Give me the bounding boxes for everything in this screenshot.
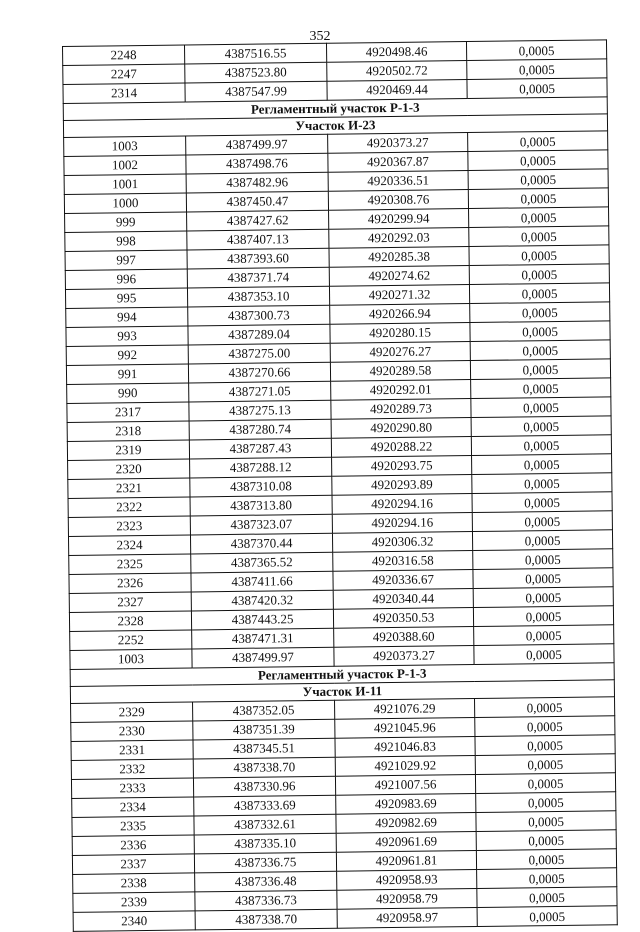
point-number-cell: 2318 [67, 421, 189, 441]
x-coordinate-cell: 4387271.05 [189, 381, 331, 402]
x-coordinate-cell: 4387353.10 [187, 286, 329, 307]
x-coordinate-cell: 4387371.74 [187, 267, 329, 288]
y-coordinate-cell: 4920285.38 [329, 247, 469, 268]
point-number-cell: 1000 [64, 193, 186, 213]
x-coordinate-cell: 4387345.51 [193, 738, 335, 759]
point-number-cell: 2337 [72, 854, 194, 874]
accuracy-cell: 0,0005 [470, 340, 610, 361]
y-coordinate-cell: 4920958.97 [337, 907, 477, 928]
x-coordinate-cell: 4387499.97 [192, 647, 334, 668]
y-coordinate-cell: 4921007.56 [335, 775, 475, 796]
accuracy-cell: 0,0005 [469, 283, 609, 304]
y-coordinate-cell: 4920469.44 [327, 80, 467, 101]
point-number-cell: 2336 [72, 835, 194, 855]
accuracy-cell: 0,0005 [474, 644, 614, 665]
x-coordinate-cell: 4387365.52 [191, 552, 333, 573]
point-number-cell: 992 [66, 345, 188, 365]
y-coordinate-cell: 4920293.75 [332, 456, 472, 477]
accuracy-cell: 0,0005 [470, 359, 610, 380]
point-number-cell: 1003 [64, 136, 186, 156]
y-coordinate-cell: 4920498.46 [326, 42, 466, 63]
x-coordinate-cell: 4387351.39 [193, 719, 335, 740]
accuracy-cell: 0,0005 [477, 887, 617, 908]
y-coordinate-cell: 4920350.53 [333, 608, 473, 629]
point-number-cell: 2335 [72, 816, 194, 836]
accuracy-cell: 0,0005 [466, 40, 606, 61]
accuracy-cell: 0,0005 [472, 530, 612, 551]
x-coordinate-cell: 4387335.10 [194, 833, 336, 854]
y-coordinate-cell: 4920306.32 [332, 532, 472, 553]
point-number-cell: 999 [65, 212, 187, 232]
accuracy-cell: 0,0005 [475, 754, 615, 775]
x-coordinate-cell: 4387275.13 [189, 400, 331, 421]
subsection-title: Участок И-11 [70, 680, 614, 704]
point-number-cell: 2332 [71, 759, 193, 779]
x-coordinate-cell: 4387471.31 [192, 628, 334, 649]
point-number-cell: 2327 [69, 592, 191, 612]
point-number-cell: 2247 [63, 64, 185, 84]
x-coordinate-cell: 4387427.62 [187, 210, 329, 231]
y-coordinate-cell: 4920308.76 [328, 190, 468, 211]
x-coordinate-cell: 4387323.07 [190, 514, 332, 535]
x-coordinate-cell: 4387393.60 [187, 248, 329, 269]
y-coordinate-cell: 4920289.73 [331, 399, 471, 420]
point-number-cell: 997 [65, 250, 187, 270]
accuracy-cell: 0,0005 [469, 264, 609, 285]
x-coordinate-cell: 4387270.66 [188, 362, 330, 383]
point-number-cell: 2321 [68, 478, 190, 498]
point-number-cell: 2338 [73, 873, 195, 893]
point-number-cell: 990 [67, 383, 189, 403]
y-coordinate-cell: 4921045.96 [335, 718, 475, 739]
y-coordinate-cell: 4920388.60 [334, 627, 474, 648]
y-coordinate-cell: 4920293.89 [332, 475, 472, 496]
accuracy-cell: 0,0005 [467, 59, 607, 80]
accuracy-cell: 0,0005 [469, 207, 609, 228]
accuracy-cell: 0,0005 [473, 568, 613, 589]
y-coordinate-cell: 4920271.32 [329, 285, 469, 306]
accuracy-cell: 0,0005 [473, 587, 613, 608]
point-number-cell: 2330 [71, 721, 193, 741]
accuracy-cell: 0,0005 [468, 188, 608, 209]
point-number-cell: 2314 [63, 83, 185, 103]
accuracy-cell: 0,0005 [469, 245, 609, 266]
point-number-cell: 2325 [69, 554, 191, 574]
y-coordinate-cell: 4921076.29 [335, 699, 475, 720]
y-coordinate-cell: 4920373.27 [334, 646, 474, 667]
point-number-cell: 2339 [73, 892, 195, 912]
y-coordinate-cell: 4920958.93 [337, 869, 477, 890]
x-coordinate-cell: 4387338.70 [195, 909, 337, 930]
x-coordinate-cell: 4387275.00 [188, 343, 330, 364]
accuracy-cell: 0,0005 [471, 435, 611, 456]
y-coordinate-cell: 4920958.79 [337, 888, 477, 909]
x-coordinate-cell: 4387336.75 [194, 852, 336, 873]
y-coordinate-cell: 4920289.58 [330, 361, 470, 382]
accuracy-cell: 0,0005 [468, 169, 608, 190]
y-coordinate-cell: 4921046.83 [335, 737, 475, 758]
x-coordinate-cell: 4387313.80 [190, 495, 332, 516]
coordinates-table [62, 39, 618, 932]
point-number-cell: 2320 [68, 459, 190, 479]
point-number-cell: 993 [66, 326, 188, 346]
accuracy-cell: 0,0005 [470, 302, 610, 323]
point-number-cell: 2326 [69, 573, 191, 593]
point-number-cell: 991 [66, 364, 188, 384]
accuracy-cell: 0,0005 [471, 397, 611, 418]
y-coordinate-cell: 4920292.01 [331, 380, 471, 401]
x-coordinate-cell: 4387370.44 [190, 533, 332, 554]
accuracy-cell: 0,0005 [475, 735, 615, 756]
y-coordinate-cell: 4920266.94 [330, 304, 470, 325]
accuracy-cell: 0,0005 [476, 830, 616, 851]
subsection-title: Участок И-23 [63, 114, 607, 138]
point-number-cell: 2334 [72, 797, 194, 817]
y-coordinate-cell: 4921029.92 [335, 756, 475, 777]
x-coordinate-cell: 4387450.47 [186, 191, 328, 212]
x-coordinate-cell: 4387288.12 [190, 457, 332, 478]
x-coordinate-cell: 4387547.99 [185, 81, 327, 102]
point-number-cell: 2252 [70, 630, 192, 650]
y-coordinate-cell: 4920336.51 [328, 171, 468, 192]
accuracy-cell: 0,0005 [467, 78, 607, 99]
x-coordinate-cell: 4387498.76 [186, 153, 328, 174]
accuracy-cell: 0,0005 [475, 697, 615, 718]
accuracy-cell: 0,0005 [477, 868, 617, 889]
point-number-cell: 2319 [67, 440, 189, 460]
point-number-cell: 2333 [71, 778, 193, 798]
y-coordinate-cell: 4920292.03 [329, 228, 469, 249]
x-coordinate-cell: 4387338.70 [193, 757, 335, 778]
y-coordinate-cell: 4920982.69 [336, 813, 476, 834]
x-coordinate-cell: 4387330.96 [193, 776, 335, 797]
point-number-cell: 994 [66, 307, 188, 327]
x-coordinate-cell: 4387499.97 [186, 134, 328, 155]
x-coordinate-cell: 4387411.66 [191, 571, 333, 592]
point-number-cell: 2322 [68, 497, 190, 517]
coordinates-table-body [63, 40, 618, 932]
point-number-cell: 2324 [68, 535, 190, 555]
y-coordinate-cell: 4920367.87 [328, 152, 468, 173]
y-coordinate-cell: 4920290.80 [331, 418, 471, 439]
page-number: 352 [309, 29, 331, 44]
accuracy-cell: 0,0005 [471, 416, 611, 437]
x-coordinate-cell: 4387420.32 [191, 590, 333, 611]
y-coordinate-cell: 4920274.62 [329, 266, 469, 287]
point-number-cell: 2317 [67, 402, 189, 422]
y-coordinate-cell: 4920294.16 [332, 513, 472, 534]
accuracy-cell: 0,0005 [475, 716, 615, 737]
accuracy-cell: 0,0005 [472, 473, 612, 494]
y-coordinate-cell: 4920276.27 [330, 342, 470, 363]
x-coordinate-cell: 4387482.96 [186, 172, 328, 193]
x-coordinate-cell: 4387287.43 [189, 438, 331, 459]
accuracy-cell: 0,0005 [468, 150, 608, 171]
accuracy-cell: 0,0005 [474, 625, 614, 646]
accuracy-cell: 0,0005 [472, 454, 612, 475]
y-coordinate-cell: 4920373.27 [328, 133, 468, 154]
point-number-cell: 996 [65, 269, 187, 289]
x-coordinate-cell: 4387336.73 [195, 890, 337, 911]
y-coordinate-cell: 4920336.67 [333, 570, 473, 591]
point-number-cell: 2329 [71, 702, 193, 722]
accuracy-cell: 0,0005 [473, 549, 613, 570]
y-coordinate-cell: 4920294.16 [332, 494, 472, 515]
y-coordinate-cell: 4920288.22 [331, 437, 471, 458]
point-number-cell: 2331 [71, 740, 193, 760]
x-coordinate-cell: 4387310.08 [190, 476, 332, 497]
accuracy-cell: 0,0005 [470, 321, 610, 342]
x-coordinate-cell: 4387523.80 [185, 62, 327, 83]
x-coordinate-cell: 4387443.25 [191, 609, 333, 630]
accuracy-cell: 0,0005 [472, 511, 612, 532]
accuracy-cell: 0,0005 [472, 492, 612, 513]
y-coordinate-cell: 4920340.44 [333, 589, 473, 610]
accuracy-cell: 0,0005 [476, 792, 616, 813]
coordinates-sheet [62, 39, 617, 932]
accuracy-cell: 0,0005 [471, 378, 611, 399]
y-coordinate-cell: 4920316.58 [333, 551, 473, 572]
x-coordinate-cell: 4387280.74 [189, 419, 331, 440]
point-number-cell: 2328 [69, 611, 191, 631]
x-coordinate-cell: 4387289.04 [188, 324, 330, 345]
x-coordinate-cell: 4387332.61 [194, 814, 336, 835]
x-coordinate-cell: 4387516.55 [184, 43, 326, 64]
x-coordinate-cell: 4387300.73 [188, 305, 330, 326]
y-coordinate-cell: 4920280.15 [330, 323, 470, 344]
section-title: Регламентный участок Р-1-3 [70, 663, 614, 687]
y-coordinate-cell: 4920961.69 [336, 831, 476, 852]
point-number-cell: 1001 [64, 174, 186, 194]
y-coordinate-cell: 4920983.69 [336, 794, 476, 815]
x-coordinate-cell: 4387336.48 [195, 871, 337, 892]
x-coordinate-cell: 4387352.05 [193, 700, 335, 721]
point-number-cell: 998 [65, 231, 187, 251]
accuracy-cell: 0,0005 [476, 849, 616, 870]
y-coordinate-cell: 4920961.81 [336, 850, 476, 871]
accuracy-cell: 0,0005 [473, 606, 613, 627]
accuracy-cell: 0,0005 [468, 131, 608, 152]
accuracy-cell: 0,0005 [477, 906, 617, 927]
x-coordinate-cell: 4387407.13 [187, 229, 329, 250]
point-number-cell: 1003 [70, 649, 192, 669]
point-number-cell: 1002 [64, 155, 186, 175]
x-coordinate-cell: 4387333.69 [194, 795, 336, 816]
point-number-cell: 995 [65, 288, 187, 308]
y-coordinate-cell: 4920299.94 [329, 209, 469, 230]
accuracy-cell: 0,0005 [475, 773, 615, 794]
y-coordinate-cell: 4920502.72 [327, 61, 467, 82]
point-number-cell: 2340 [73, 911, 195, 931]
section-title: Регламентный участок Р-1-3 [63, 97, 607, 121]
accuracy-cell: 0,0005 [469, 226, 609, 247]
point-number-cell: 2323 [68, 516, 190, 536]
point-number-cell: 2248 [63, 45, 185, 65]
accuracy-cell: 0,0005 [476, 811, 616, 832]
